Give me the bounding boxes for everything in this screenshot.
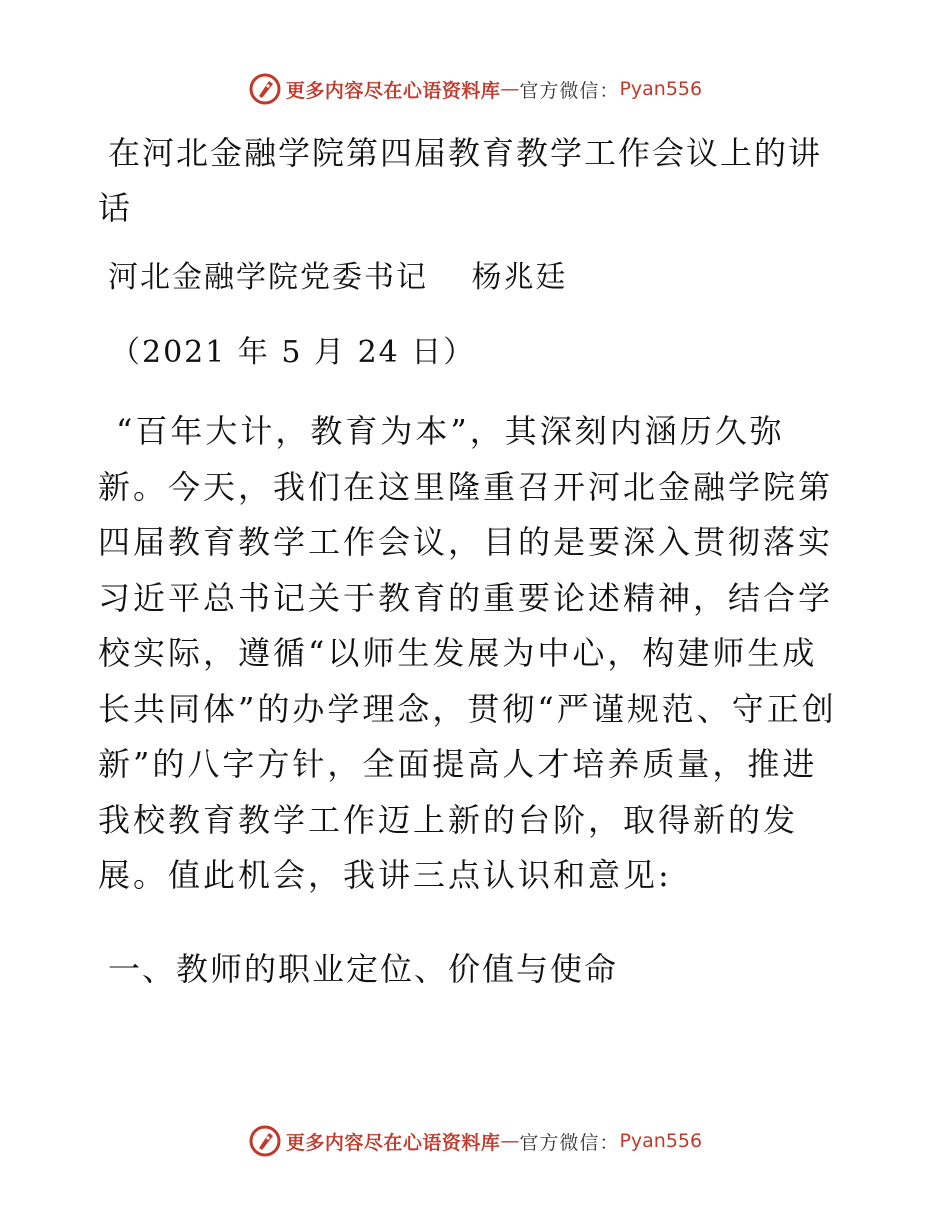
watermark-wechat-id: Pyan556 [619,78,703,100]
footer-watermark [0,1124,950,1158]
watermark-separator: — [500,1130,520,1152]
body-paragraph: “百年大计，教育为本”，其深刻内涵历久弥新。今天，我们在这里隆重召开河北金融学院第四届教育教学工作会议，目的是要深入贯彻落实习近平总书记关于教育的重要论述精神，结合学校实际，遵循“以师生发展为中心，构建师生成长共同体”的办学理念，贯彻“严谨规范、守正创新”的八字方针，全面提高人才培养质量，推进我校教育教学工作迈上新的台阶，取得新的发展。值此机会，我讲三点认识和意见: [98,412,837,894]
pen-nib-circle-icon [248,1124,282,1158]
watermark-main-text: 更多内容尽在心语资料库 [285,79,501,102]
watermark-wechat-label: 官方微信： [519,79,620,102]
watermark-wechat-id: Pyan556 [619,1130,703,1152]
watermark-separator: — [500,78,520,100]
watermark-wechat-label: 官方微信： [519,1131,620,1154]
author-line: 河北金融学院党委书记 杨兆廷 [108,260,568,295]
pen-nib-circle-icon [248,72,282,106]
speech-date: （2021 年 5 月 24 日） [110,335,476,370]
header-watermark [0,72,950,106]
document-title: 在河北金融学院第四届教育教学工作会议上的讲话 [98,134,823,227]
watermark-main-text: 更多内容尽在心语资料库 [285,1131,501,1154]
section-heading: 一、教师的职业定位、价值与使命 [108,950,619,988]
